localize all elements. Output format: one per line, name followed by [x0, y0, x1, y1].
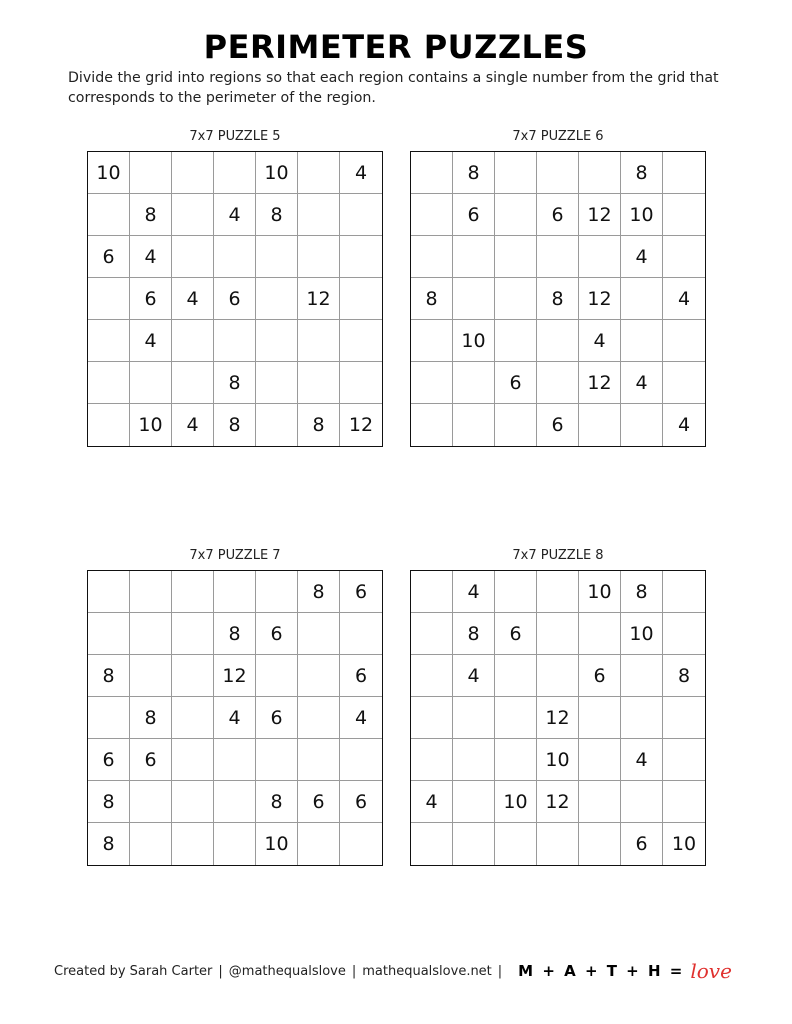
grid-cell [579, 823, 621, 865]
grid-cell [453, 404, 495, 446]
grid-cell: 8 [411, 278, 453, 320]
grid-cell [340, 362, 382, 404]
grid-cell [537, 320, 579, 362]
grid-cell [298, 823, 340, 865]
grid-cell [130, 571, 172, 613]
grid-cell [495, 320, 537, 362]
grid-cell: 4 [172, 278, 214, 320]
grid-cell: 8 [88, 781, 130, 823]
grid-cell: 12 [579, 362, 621, 404]
grid-cell [172, 320, 214, 362]
grid-cell [453, 781, 495, 823]
puzzle-7 [87, 548, 383, 866]
footer-separator: | [351, 963, 357, 979]
grid-cell [214, 236, 256, 278]
grid-cell [537, 362, 579, 404]
grid-cell [537, 655, 579, 697]
grid-cell: 12 [537, 697, 579, 739]
grid-cell: 8 [453, 613, 495, 655]
grid-cell: 4 [214, 194, 256, 236]
grid-cell [88, 194, 130, 236]
grid-cell: 4 [130, 236, 172, 278]
puzzle-grid [410, 570, 706, 866]
puzzle-label: 7x7 PUZZLE 6 [512, 129, 604, 144]
footer [54, 958, 732, 984]
grid-cell: 8 [214, 362, 256, 404]
grid-cell [621, 781, 663, 823]
grid-cell: 6 [340, 571, 382, 613]
grid-cell [340, 236, 382, 278]
puzzle-label: 7x7 PUZZLE 8 [512, 548, 604, 563]
grid-cell [88, 404, 130, 446]
grid-cell: 4 [340, 697, 382, 739]
grid-cell: 6 [256, 613, 298, 655]
grid-cell [495, 278, 537, 320]
grid-cell [537, 613, 579, 655]
grid-cell [579, 404, 621, 446]
grid-cell [256, 320, 298, 362]
grid-cell: 6 [298, 781, 340, 823]
grid-cell: 8 [88, 655, 130, 697]
grid-cell [172, 697, 214, 739]
grid-cell [453, 697, 495, 739]
grid-cell [298, 236, 340, 278]
grid-cell: 6 [88, 236, 130, 278]
grid-cell: 8 [130, 194, 172, 236]
grid-cell [663, 781, 705, 823]
grid-cell [411, 823, 453, 865]
puzzle-grid [87, 151, 383, 447]
brand-logo: M + A + T + H = [518, 962, 685, 980]
grid-cell [495, 404, 537, 446]
grid-cell: 4 [453, 571, 495, 613]
grid-cell [453, 823, 495, 865]
grid-cell: 8 [453, 152, 495, 194]
grid-cell: 4 [214, 697, 256, 739]
grid-cell: 6 [130, 739, 172, 781]
puzzle-label: 7x7 PUZZLE 5 [189, 129, 281, 144]
grid-cell [298, 194, 340, 236]
grid-cell [88, 320, 130, 362]
grid-cell [298, 739, 340, 781]
footer-separator: | [497, 963, 503, 979]
grid-cell: 4 [579, 320, 621, 362]
grid-cell: 6 [130, 278, 172, 320]
grid-cell: 8 [88, 823, 130, 865]
grid-cell: 4 [621, 362, 663, 404]
grid-cell [88, 278, 130, 320]
grid-cell: 12 [214, 655, 256, 697]
grid-cell [495, 194, 537, 236]
grid-cell: 6 [495, 362, 537, 404]
footer-handle: @mathequalslove [228, 963, 346, 979]
grid-cell: 4 [453, 655, 495, 697]
grid-cell [663, 739, 705, 781]
grid-cell [537, 823, 579, 865]
grid-cell: 10 [621, 613, 663, 655]
grid-cell [579, 613, 621, 655]
grid-cell [663, 571, 705, 613]
grid-cell [256, 236, 298, 278]
grid-cell: 6 [537, 404, 579, 446]
grid-cell: 4 [411, 781, 453, 823]
grid-cell [621, 278, 663, 320]
grid-cell: 6 [537, 194, 579, 236]
grid-cell: 4 [130, 320, 172, 362]
grid-cell: 12 [537, 781, 579, 823]
grid-cell: 10 [495, 781, 537, 823]
grid-cell [579, 236, 621, 278]
grid-cell [256, 362, 298, 404]
grid-cell [172, 194, 214, 236]
grid-cell [340, 278, 382, 320]
grid-cell [256, 655, 298, 697]
grid-cell [130, 823, 172, 865]
grid-cell [172, 571, 214, 613]
grid-cell [172, 236, 214, 278]
grid-cell [298, 655, 340, 697]
grid-cell: 8 [537, 278, 579, 320]
grid-cell [495, 697, 537, 739]
grid-cell [411, 613, 453, 655]
grid-cell: 6 [340, 655, 382, 697]
grid-cell: 6 [579, 655, 621, 697]
grid-cell [256, 571, 298, 613]
grid-cell [579, 739, 621, 781]
grid-cell [130, 655, 172, 697]
grid-cell: 6 [214, 278, 256, 320]
puzzle-grid [410, 151, 706, 447]
grid-cell [172, 781, 214, 823]
grid-cell: 8 [214, 613, 256, 655]
grid-cell [663, 194, 705, 236]
grid-cell [298, 152, 340, 194]
grid-cell [495, 571, 537, 613]
grid-cell [172, 823, 214, 865]
grid-cell: 8 [256, 194, 298, 236]
grid-cell [256, 739, 298, 781]
grid-cell: 4 [677, 414, 691, 436]
grid-cell [340, 320, 382, 362]
grid-cell [340, 194, 382, 236]
grid-cell: 10 [256, 823, 298, 865]
grid-cell [130, 781, 172, 823]
grid-cell: 10 [537, 739, 579, 781]
grid-cell: 4 [172, 404, 214, 446]
grid-cell [411, 404, 453, 446]
instructions-text: Divide the grid into regions so that each region contains a single number from the grid that corresponds to the perimeter of the region. [68, 70, 719, 106]
grid-cell [411, 152, 453, 194]
grid-cell [411, 362, 453, 404]
grid-cell [663, 613, 705, 655]
grid-cell [130, 613, 172, 655]
grid-cell [453, 362, 495, 404]
grid-cell: 10 [579, 571, 621, 613]
grid-cell: 8 [298, 571, 340, 613]
grid-cell [214, 571, 256, 613]
grid-cell [256, 278, 298, 320]
grid-cell: 4 [663, 278, 705, 320]
grid-cell [88, 613, 130, 655]
grid-cell [340, 739, 382, 781]
grid-cell [214, 739, 256, 781]
grid-cell [411, 194, 453, 236]
grid-cell: 4 [621, 739, 663, 781]
grid-cell: 12 [579, 194, 621, 236]
grid-cell: 10 [453, 320, 495, 362]
grid-cell: 4 [340, 152, 382, 194]
grid-cell: 8 [663, 655, 705, 697]
grid-cell [495, 236, 537, 278]
footer-separator: | [218, 963, 223, 979]
grid-cell: 6 [453, 194, 495, 236]
grid-cell [495, 152, 537, 194]
grid-cell: 12 [348, 414, 374, 436]
grid-cell [88, 362, 130, 404]
puzzle-6 [410, 129, 706, 447]
grid-cell [172, 655, 214, 697]
grid-cell [88, 697, 130, 739]
grid-cell [214, 781, 256, 823]
grid-cell: 12 [298, 278, 340, 320]
grid-cell: 8 [256, 781, 298, 823]
grid-cell: 10 [621, 194, 663, 236]
grid-cell [411, 571, 453, 613]
grid-cell [411, 236, 453, 278]
grid-cell [298, 697, 340, 739]
grid-cell: 10 [88, 152, 130, 194]
grid-cell [453, 236, 495, 278]
grid-cell [256, 404, 298, 446]
grid-cell [411, 655, 453, 697]
footer-website: mathequalslove.net [362, 963, 492, 979]
grid-cell [579, 152, 621, 194]
puzzle-label: 7x7 PUZZLE 7 [189, 548, 281, 563]
grid-cell [411, 739, 453, 781]
grid-cell [172, 739, 214, 781]
grid-cell [453, 739, 495, 781]
grid-cell [537, 571, 579, 613]
grid-cell: 10 [671, 833, 697, 855]
grid-cell: 6 [621, 823, 663, 865]
grid-cell [214, 823, 256, 865]
grid-cell: 8 [214, 404, 256, 446]
grid-cell: 12 [579, 278, 621, 320]
grid-cell [214, 152, 256, 194]
grid-cell [621, 655, 663, 697]
grid-cell: 6 [88, 739, 130, 781]
grid-cell: 10 [130, 404, 172, 446]
grid-cell [298, 320, 340, 362]
grid-cell [537, 236, 579, 278]
grid-cell [172, 362, 214, 404]
grid-cell [663, 236, 705, 278]
grid-cell [621, 404, 663, 446]
grid-cell: 8 [621, 571, 663, 613]
grid-cell [88, 571, 130, 613]
grid-cell [172, 152, 214, 194]
grid-cell [495, 655, 537, 697]
grid-cell: 10 [256, 152, 298, 194]
puzzle-grid [87, 570, 383, 866]
grid-cell [298, 362, 340, 404]
grid-cell [495, 739, 537, 781]
grid-cell [172, 613, 214, 655]
grid-cell [579, 781, 621, 823]
grid-cell: 6 [495, 613, 537, 655]
grid-cell: 6 [340, 781, 382, 823]
puzzle-5 [87, 129, 383, 447]
grid-cell [340, 613, 382, 655]
grid-cell: 4 [621, 236, 663, 278]
grid-cell: 8 [621, 152, 663, 194]
grid-cell [298, 613, 340, 655]
grid-cell: 6 [256, 697, 298, 739]
grid-cell [663, 697, 705, 739]
grid-cell [340, 823, 382, 865]
grid-cell [621, 320, 663, 362]
grid-cell [130, 152, 172, 194]
grid-cell [663, 152, 705, 194]
grid-cell [495, 823, 537, 865]
puzzle-8 [410, 548, 706, 866]
grid-cell: 8 [298, 404, 340, 446]
grid-cell [579, 697, 621, 739]
grid-cell [621, 697, 663, 739]
grid-cell [663, 362, 705, 404]
brand-love-logo: love [690, 959, 732, 983]
grid-cell [453, 278, 495, 320]
footer-credit: Created by Sarah Carter [54, 963, 213, 979]
grid-cell [214, 320, 256, 362]
grid-cell [130, 362, 172, 404]
grid-cell [411, 320, 453, 362]
grid-cell [537, 152, 579, 194]
grid-cell: 8 [130, 697, 172, 739]
grid-cell [411, 697, 453, 739]
page-title: PERIMETER PUZZLES [203, 28, 589, 66]
grid-cell [663, 320, 705, 362]
